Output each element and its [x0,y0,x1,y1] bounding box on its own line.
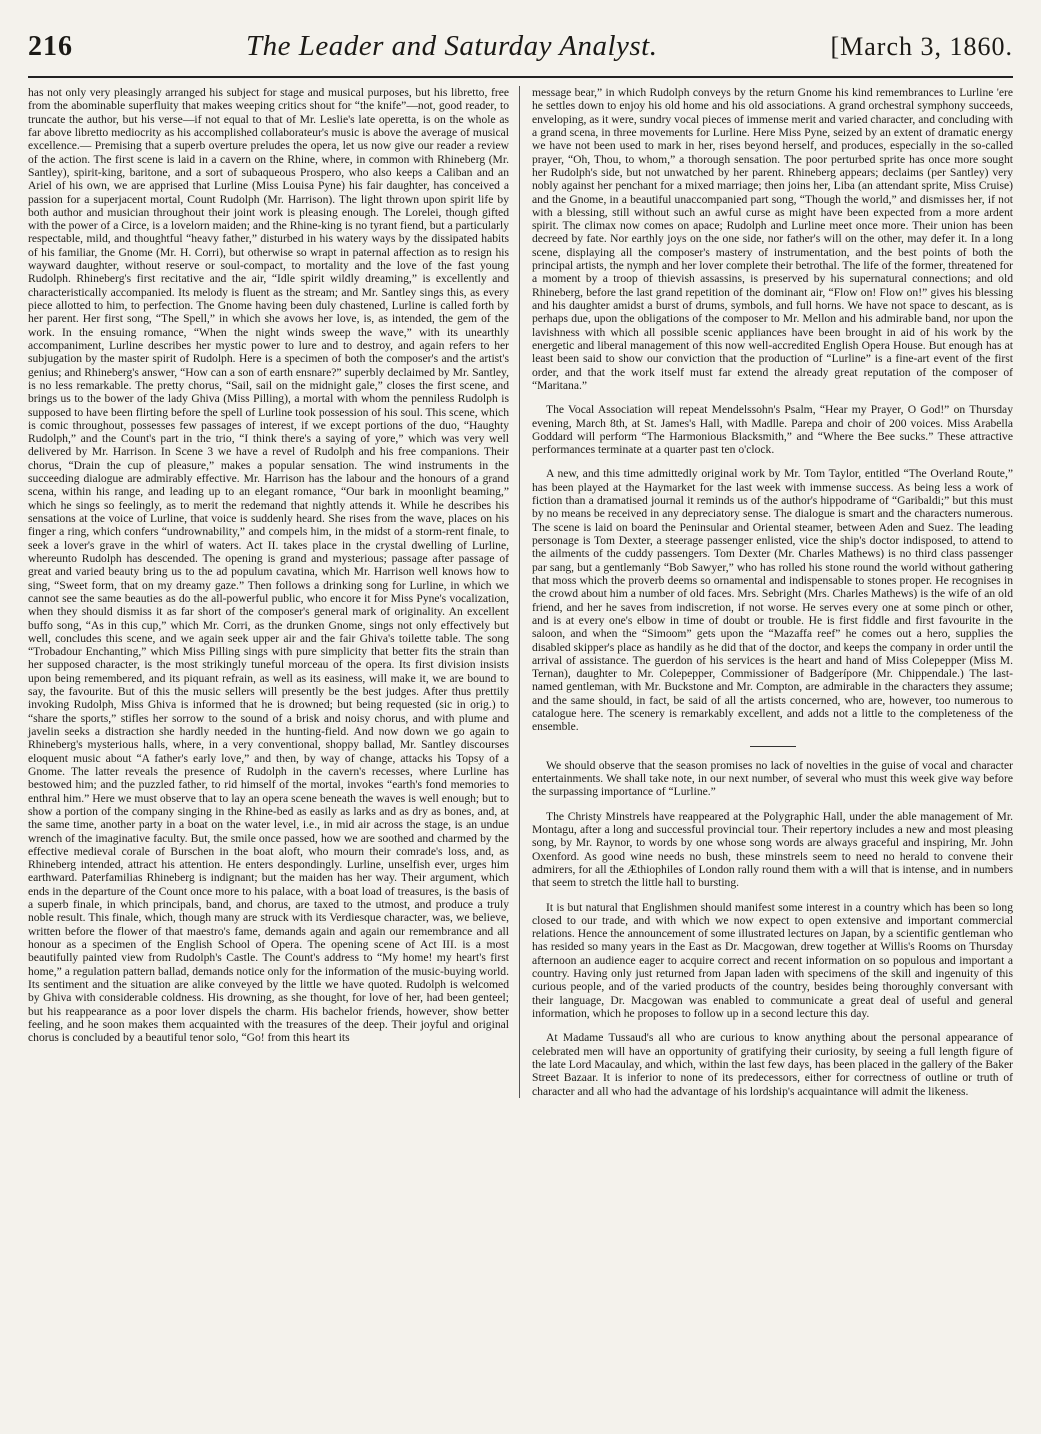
header-rule [28,76,1013,78]
section-divider [750,746,796,747]
paragraph: A new, and this time admittedly original work by Mr. Tom Taylor, entitled “The Overland Route,” has been played at the Haymarket for the last week with immense success. As being less a work of fiction than a dramatised journal it reminds us of the author's hippodrame of “Garibaldi;” but this must by no means be received in any depreciatory sense. The dialogue is smart and the characters numerous. The scene is laid on board the Peninsular and Oriental steamer, between Aden and Suez. The leading personage is Tom Dexter, a steerage passenger enlisted, vice the ship's doctor indisposed, to attend to the ailments of the cuddy passengers. Tom Dexter (Mr. Charles Mathews) is no third class passenger par sang, but a gentlemanly “Bob Sawyer,” who has rolled his stone round the world without gathering that moss which the proverb deems so ornamental and indispensable to stones proper. He recognises in the crowd about him a number of old faces. Mrs. Sebright (Mrs. Charles Mathews) is the wife of an old friend, and her he saves from indiscretion, if not worse. He serves every one at some pinch or other, and is at every one's elbow in time of doubt or trouble. He is first fiddle and first favourite in the saloon, and when the “Simoom” gets upon the “Mazaffa reef” he comes out a hero, supplies the disabled skipper's place as handily as he did that of the doctor, and keeps the company in order until the arrival of assistance. The guerdon of his services is the heart and hand of Miss Colepepper (Miss M. Ternan), daughter to Mr. Colepepper, Commissioner of Badgerípore (Mr. Chippendale.) The last-named gentleman, with Mr. Buckstone and Mr. Compton, are admirable in the characters they assume; and the same should, in fact, be said of all the artists concerned, who are, however, too numerous to catalogue here. The scenery is remarkably excellent, and adds not a little to the completeness of the ensemble. [532,467,1013,734]
running-title: The Leader and Saturday Analyst. [245,30,658,62]
masthead [28,30,1013,72]
left-column [28,86,520,1098]
issue-date: [March 3, 1860. [830,32,1013,61]
paragraph: The Christy Minstrels have reappeared at the Polygraphic Hall, under the able management of Mr. Montagu, after a long and successful provincial tour. Their repertory includes a new and most pleasing song, by Mr. Raynor, to words by one whose song words are always graceful and inspiring, Mr. John Oxenford. As good wine needs no bush, these minstrels seem to need no herald to convene their admirers, for all the Æthiophiles of London rally round them with a will that is intense, and in numbers that seem to stretch the little hall to bursting. [532,809,1013,890]
page-number: 216 [28,31,73,62]
paragraph: message bear,” in which Rudolph conveys by the return Gnome his kind remembrances to Lurline 'ere he settles down to enjoy his old home and his old associations. A grand orchestral symphony succeeds, enveloping, as it were, sundry vocal pieces of immense merit and varied character, and concluding with a grand scena, in three movements for Lurline. Here Miss Pyne, seized by an extent of dramatic energy we have not been used to mark in her, rises beyond herself, and produces, especially in the so-called prayer, “Oh, Thou, to whom,” a thorough sensation. The poor perturbed sprite has once more sought her Rudolph's side, but not unwatched by her parent. Rhineberg appears; declaims (per Santley) very nobly against her penchant for a mixed marriage; then joins her, Liba (an attendant sprite, Miss Cruise) and the Gnome, in a beautiful unaccompanied part song, “Though the world,” and dismisses her, if not with a blessing, still without such an awful curse as might have been expected from a more ardent spirit. The climax now comes on apace; Rudolph and Lurline meet once more. Their union has been decreed by fate. Nor earthly joys on the one side, nor father's will on the other, may defer it. In a long scene, displaying all the composer's mastery of instrumentation, and the best points of both the principal artists, the nymph and her lover complete their betrothal. The life of the former, threatened for a moment by a troop of thievish assassins, is preserved by his supernatural connections; and old Rhineberg, before the last grand repetition of the dominant air, “Flow on! Flow on!” gives his blessing and his daughter amidst a burst of drums, symbols, and full horns. We have not space to descant, as is perhaps due, upon the obligations of the composer to Mr. Mellon and his admirable band, nor upon the lavishness with which all possible scenic appliances have been brought in aid of his work by the energetic and liberal management of this now well-accredited English Opera House. But enough has at least been said to show our conviction that the production of “Lurline” is a fine-art event of the first order, and that the work itself must far extend the already great reputation of the composer of “Maritana.” [532,86,1013,392]
paragraph: It is but natural that Englishmen should manifest some interest in a country which has been so long closed to our trade, and with which we now expect to open extensive and important commercial relations. Hence the announcement of some illustrated lectures on Japan, by a scientific gentleman who has resided so many years in the East as Dr. Macgowan, drew together at Willis's Rooms on Thursday afternoon an audience eager to acquire correct and recent information on so populous and important a country. Having only just returned from Japan laden with specimens of the skill and ingenuity of this curious people, and of the varied products of the country, besides being thoroughly conversant with their language, Dr. Macgowan was enabled to communicate a great deal of useful and general information, which he proposes to follow up in a second lecture this day. [532,900,1013,1020]
paragraph: At Madame Tussaud's all who are curious to know anything about the personal appearance of celebrated men will have an opportunity of gratifying their curiosity, by seeing a full length figure of the late Lord Macaulay, and which, within the last few days, has been placed in the gallery of the Baker Street Bazaar. It is inferior to none of its predecessors, either for correctness of outline or truth of character and all who had the advantage of his lordship's acquaintance will admit the likeness. [532,1031,1013,1098]
article-columns [28,86,1013,1098]
paragraph: has not only very pleasingly arranged his subject for stage and musical purposes, but his libretto, free from the abominable superfluity that makes weeping critics shout for “the knife”—not, good reader, to truncate the author, but his verse—if not equal to that of Mr. Leslie's late operetta, is on the whole as far above libretto mediocrity as his accomplished collaborateur's music is above the average of musical excellence.— Premising that a superb overture preludes the opera, let us now give our reader a review of the action. The first scene is laid in a cavern on the Rhine, where, in common with Rhineberg (Mr. Santley), spirit-king, baritone, and a sort of subaqueous Prospero, who also keeps a Caliban and an Ariel of his own, we are apprised that Lurline (Miss Louisa Pyne) his fair daughter, has conceived a passion for a superjacent mortal, Count Rudolph (Mr. Harrison). The light thrown upon spirit life by both author and musician throughout their joint work is pleasing enough. The Lorelei, though gifted with the power of a Circe, is a lovelorn maiden; and the Rhine-king is no tyrant fiend, but a particularly respectable, mild, and thoughtful “heavy father,” disturbed in his watery ways by the dissipated habits of his familiar, the Gnome (Mr. H. Corri), but otherwise so wrapt in paternal affection as to resign his wayward daughter, without reserve or soul-compact, to mortality and the love of the fast young Rudolph. Rhineberg's first recitative and the air, “Idle spirit wildly dreaming,” is excellently and characteristically accompanied. Its melody is fluent as the stream; and Mr. Santley sings this, as every piece allotted to him, to perfection. The Gnome having been duly chastened, Lurline is called forth by her parent. Her first song, “The Spell,” in which she avows her love, is, as intended, the gem of the work. In the ensuing romance, “When the night winds sweep the wave,” with its unearthly accompaniment, Lurline describes her mystic power to lure and to destroy, and again refers to her subjugation by the master spirit of Rudolph. Here is a specimen of both the composer's and the artist's genius; and Rhineberg's answer, “How can a son of earth ensnare?” superbly declaimed by Mr. Santley, is no less remarkable. The pretty chorus, “Sail, sail on the midnight gale,” closes the first scene, and brings us to the bower of the lady Ghiva (Miss Pilling), a mortal with whom the penniless Rudolph is supposed to have been flirting before the spell of Lurline took possession of his soul. This scene, which is comic throughout, possesses few passages of interest, if we except portions of the duo, “Haughty Rudolph,” and the Count's part in the trio, “I think there's a saying of yore,” which was very well delivered by Mr. Harrison. In Scene 3 we have a revel of Rudolph and his free companions. Their chorus, “Drain the cup of pleasure,” makes a popular sensation. The wind instruments in the succeeding dialogue are admirably effective. Mr. Harrison has the labour and the honours of a grand scena, within his range, and leading up to an elegant romance, “Our bark in moonlight beaming,” which he sings so feelingly, as to merit the redemand that nightly attends it. While he describes his sensations at the voice of Lurline, that voice is suddenly heard. She rises from the wave, places on his finger a ring, which confers “undrownability,” and compels him, in the midst of a storm-rent finale, to seek a lover's grave in the whirl of waters. Act II. takes place in the crystal dwelling of Lurline, whereunto Rudolph has descended. The opening is grand and mysterious; passage after passage of great and varied beauty bring us to the ad populum cavatina, which Mr. Harrison well knows how to sing, “Sweet form, that on my dreamy gaze.” Then follows a drinking song for Lurline, in which we cannot see the same beauties as do the all-powerful public, who encore it for Miss Pyne's vocalization, when they should dismiss it as far short of the composer's general mark of originality. An excellent buffo song, “As in this cup,” which Mr. Corri, as the drunken Gnome, sings not only effectively but well, concludes this scene, and we again seek upper air and the fair Ghiva's toilette table. The song “Trobadour Enchanting,” which Miss Pilling sings with pure simplicity that better fits the strain than her supposed character, is the most strikingly tuneful morceau of the opera. Its first division insists upon being remembered, and its piquant refrain, as well as its easiness, will make it, we are bound to say, the favourite. But of this the music sellers will presently be the best judges. After thus prettily invoking Rudolph, Miss Ghiva is informed that he is drowned; but being requested (sic in orig.) to “share the sports,” stifles her sorrow to the sound of a brisk and noisy chorus, and with plume and javelin seeks a distraction she hardly needed in the hunting-field. And now down we go again to Rhineberg's mysterious halls, where, in a very conventional, shoppy ballad, Mr. Santley discourses eloquent music about “A father's early love,” and then, by way of change, attacks his Topsy of a Gnome. The latter reveals the presence of Rudolph in the cavern's recesses, where Lurline has bestowed him; and the puzzled father, to rid himself of the mortal, invokes “earth's fond memories to enthral him.” Here we must observe that to lay an opera scene beneath the waves is well enough; but to show a portion of the company singing in the Rhine-bed as easily as larks and as dry as bones, and, at the same time, another party in a boat on the water level, i.e., in mid air across the stage, is an undue wrench of the imaginative faculty. But, the smile once passed, how we are soothed and charmed by the effective medieval corale of Burschen in the boat aloft, who mourn their comrade's loss, and, as Rhineberg intended, attract his attention. He enters despondingly. Lurline, unselfish ever, urges him earthward. Paterfamilias Rhineberg is indignant; but the maiden has her way. Their argument, which ends in the departure of the Count once more to his palace, with a boat load of treasures, is the basis of a superb finale, in which principals, band, and chorus, are taxed to the utmost, and produce a truly noble result. This finale, which, though many are struck with its Verdiesque character, was, we believe, written before the flower of that maestro's fame, demands again and again our remembrance and all honour as a specimen of the English School of Opera. The opening scene of Act III. is a most beautifully painted view from Rudolph's Castle. The Count's address to “My home! my heart's first home,” a regulation pattern ballad, demands notice only for the information of the music-buying world. Its sentiment and the situation are alike conveyed by the little we have quoted. Rudolph is welcomed by Ghiva with considerable coldness. His drowning, as she thought, for love of her, had been genteel; but his reappearance as a poor lover dispels the charm. His bachelor friends, however, show better feeling, and he soon makes them acquainted with the treasures of the deep. Their joyful and original chorus is concluded by a beautiful tenor solo, “Go! from this heart its [28,86,509,1045]
right-column [520,86,1013,1098]
paragraph: We should observe that the season promises no lack of novelties in the guise of vocal and character entertainments. We shall take note, in our next number, of several who must this week give way before the surpassing importance of “Lurline.” [532,758,1013,799]
paragraph: The Vocal Association will repeat Mendelssohn's Psalm, “Hear my Prayer, O God!” on Thursday evening, March 8th, at St. James's Hall, with Madlle. Parepa and choir of 200 voices. Miss Arabella Goddard will perform “The Harmonious Blacksmith,” and “Where the Bee sucks.” These attractive performances terminate at a quarter past ten o'clock. [532,403,1013,457]
